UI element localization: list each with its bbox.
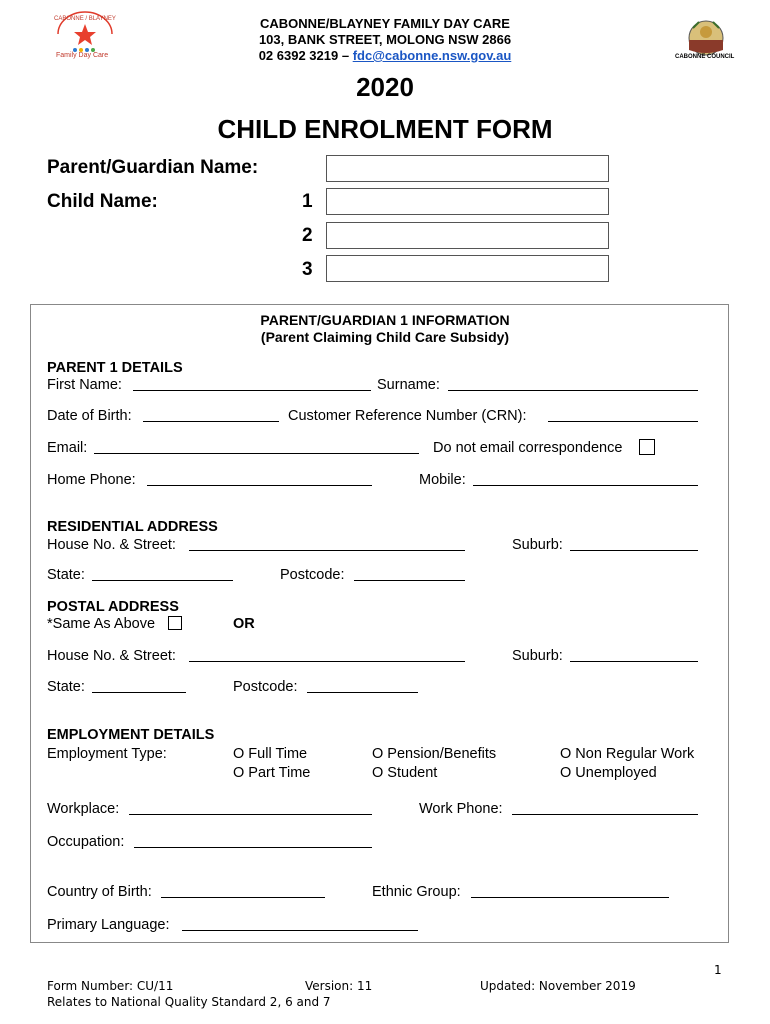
mobile-field[interactable] bbox=[473, 485, 698, 486]
post-state-field[interactable] bbox=[92, 692, 186, 693]
employment-heading: EMPLOYMENT DETAILS bbox=[47, 727, 215, 743]
same-as-above-checkbox[interactable] bbox=[168, 616, 182, 630]
res-suburb-field[interactable] bbox=[570, 550, 698, 551]
child-number-1: 1 bbox=[302, 191, 313, 212]
org-email-link[interactable]: fdc@cabonne.nsw.gov.au bbox=[352, 48, 512, 63]
child-number-3: 3 bbox=[302, 259, 313, 280]
country-of-birth-label: Country of Birth: bbox=[47, 884, 152, 900]
post-suburb-label: Suburb: bbox=[512, 648, 563, 664]
employment-type-label: Employment Type: bbox=[47, 746, 167, 762]
primary-language-field[interactable] bbox=[182, 930, 418, 931]
section-subtitle: (Parent Claiming Child Care Subsidy) bbox=[260, 329, 510, 345]
ethnic-group-label: Ethnic Group: bbox=[372, 884, 461, 900]
residential-heading: RESIDENTIAL ADDRESS bbox=[47, 519, 218, 535]
res-house-field[interactable] bbox=[189, 550, 465, 551]
form-year: 2020 bbox=[356, 72, 414, 102]
parent-guardian-name-label: Parent/Guardian Name: bbox=[47, 157, 259, 178]
res-state-field[interactable] bbox=[92, 580, 233, 581]
home-phone-field[interactable] bbox=[147, 485, 372, 486]
workplace-field[interactable] bbox=[129, 814, 372, 815]
form-updated: Updated: November 2019 bbox=[480, 979, 636, 993]
post-state-label: State: bbox=[47, 679, 85, 695]
option-pension-benefits[interactable]: O Pension/Benefits bbox=[372, 746, 497, 762]
dob-field[interactable] bbox=[143, 421, 279, 422]
occupation-label: Occupation: bbox=[47, 834, 125, 850]
post-house-label: House No. & Street: bbox=[47, 648, 176, 664]
res-postcode-field[interactable] bbox=[354, 580, 465, 581]
surname-label: Surname: bbox=[377, 377, 440, 393]
ethnic-group-field[interactable] bbox=[471, 897, 669, 898]
option-full-time[interactable]: O Full Time bbox=[233, 746, 308, 762]
parent-guardian-name-input[interactable] bbox=[326, 155, 609, 182]
mobile-label: Mobile: bbox=[419, 472, 466, 488]
child-name-input-1[interactable] bbox=[326, 188, 609, 215]
form-number: Form Number: CU/11 bbox=[47, 979, 174, 993]
first-name-field[interactable] bbox=[133, 390, 371, 391]
workplace-label: Workplace: bbox=[47, 801, 120, 817]
email-field[interactable] bbox=[94, 453, 419, 454]
right-logo-text: CABONNE COUNCIL bbox=[675, 54, 735, 60]
no-email-label: Do not email correspondence bbox=[433, 440, 623, 456]
occupation-field[interactable] bbox=[134, 847, 372, 848]
no-email-checkbox[interactable] bbox=[639, 439, 655, 455]
org-name: CABONNE/BLAYNEY FAMILY DAY CARE bbox=[260, 16, 510, 31]
res-house-label: House No. & Street: bbox=[47, 537, 176, 553]
first-name-label: First Name: bbox=[47, 377, 122, 393]
res-suburb-label: Suburb: bbox=[512, 537, 563, 553]
quality-standard-note: Relates to National Quality Standard 2, 6 and 7 bbox=[47, 995, 331, 1009]
option-unemployed[interactable]: O Unemployed bbox=[560, 765, 657, 781]
work-phone-field[interactable] bbox=[512, 814, 698, 815]
post-house-field[interactable] bbox=[189, 661, 465, 662]
surname-field[interactable] bbox=[448, 390, 698, 391]
crn-label: Customer Reference Number (CRN): bbox=[288, 408, 527, 424]
form-version: Version: 11 bbox=[305, 979, 373, 993]
postal-heading: POSTAL ADDRESS bbox=[47, 599, 179, 615]
svg-text:CABONNE / BLAYNEY: CABONNE / BLAYNEY bbox=[54, 16, 116, 22]
same-as-above-label: *Same As Above bbox=[47, 616, 156, 632]
dob-label: Date of Birth: bbox=[47, 408, 132, 424]
left-logo-text: Family Day Care bbox=[56, 52, 109, 59]
option-non-regular-work[interactable]: O Non Regular Work bbox=[560, 746, 695, 762]
country-of-birth-field[interactable] bbox=[161, 897, 325, 898]
child-name-input-3[interactable] bbox=[326, 255, 609, 282]
work-phone-label: Work Phone: bbox=[419, 801, 503, 817]
child-number-2: 2 bbox=[302, 225, 313, 246]
post-postcode-label: Postcode: bbox=[233, 679, 298, 695]
res-state-label: State: bbox=[47, 567, 85, 583]
email-label: Email: bbox=[47, 440, 88, 456]
parent-details-heading: PARENT 1 DETAILS bbox=[47, 360, 183, 376]
crn-field[interactable] bbox=[548, 421, 698, 422]
option-part-time[interactable]: O Part Time bbox=[233, 765, 311, 781]
child-name-input-2[interactable] bbox=[326, 222, 609, 249]
org-address: 103, BANK STREET, MOLONG NSW 2866 bbox=[258, 32, 512, 47]
org-phone: 02 6392 3219 – bbox=[258, 48, 353, 63]
post-postcode-field[interactable] bbox=[307, 692, 418, 693]
page-number: 1 bbox=[714, 963, 722, 977]
form-title: CHILD ENROLMENT FORM bbox=[217, 114, 553, 144]
section-title: PARENT/GUARDIAN 1 INFORMATION bbox=[260, 312, 510, 328]
primary-language-label: Primary Language: bbox=[47, 917, 170, 933]
child-name-label: Child Name: bbox=[47, 191, 158, 212]
option-student[interactable]: O Student bbox=[372, 765, 438, 781]
postal-or-label: OR bbox=[233, 616, 255, 632]
org-contact bbox=[0, 48, 770, 63]
post-suburb-field[interactable] bbox=[570, 661, 698, 662]
res-postcode-label: Postcode: bbox=[280, 567, 345, 583]
home-phone-label: Home Phone: bbox=[47, 472, 136, 488]
